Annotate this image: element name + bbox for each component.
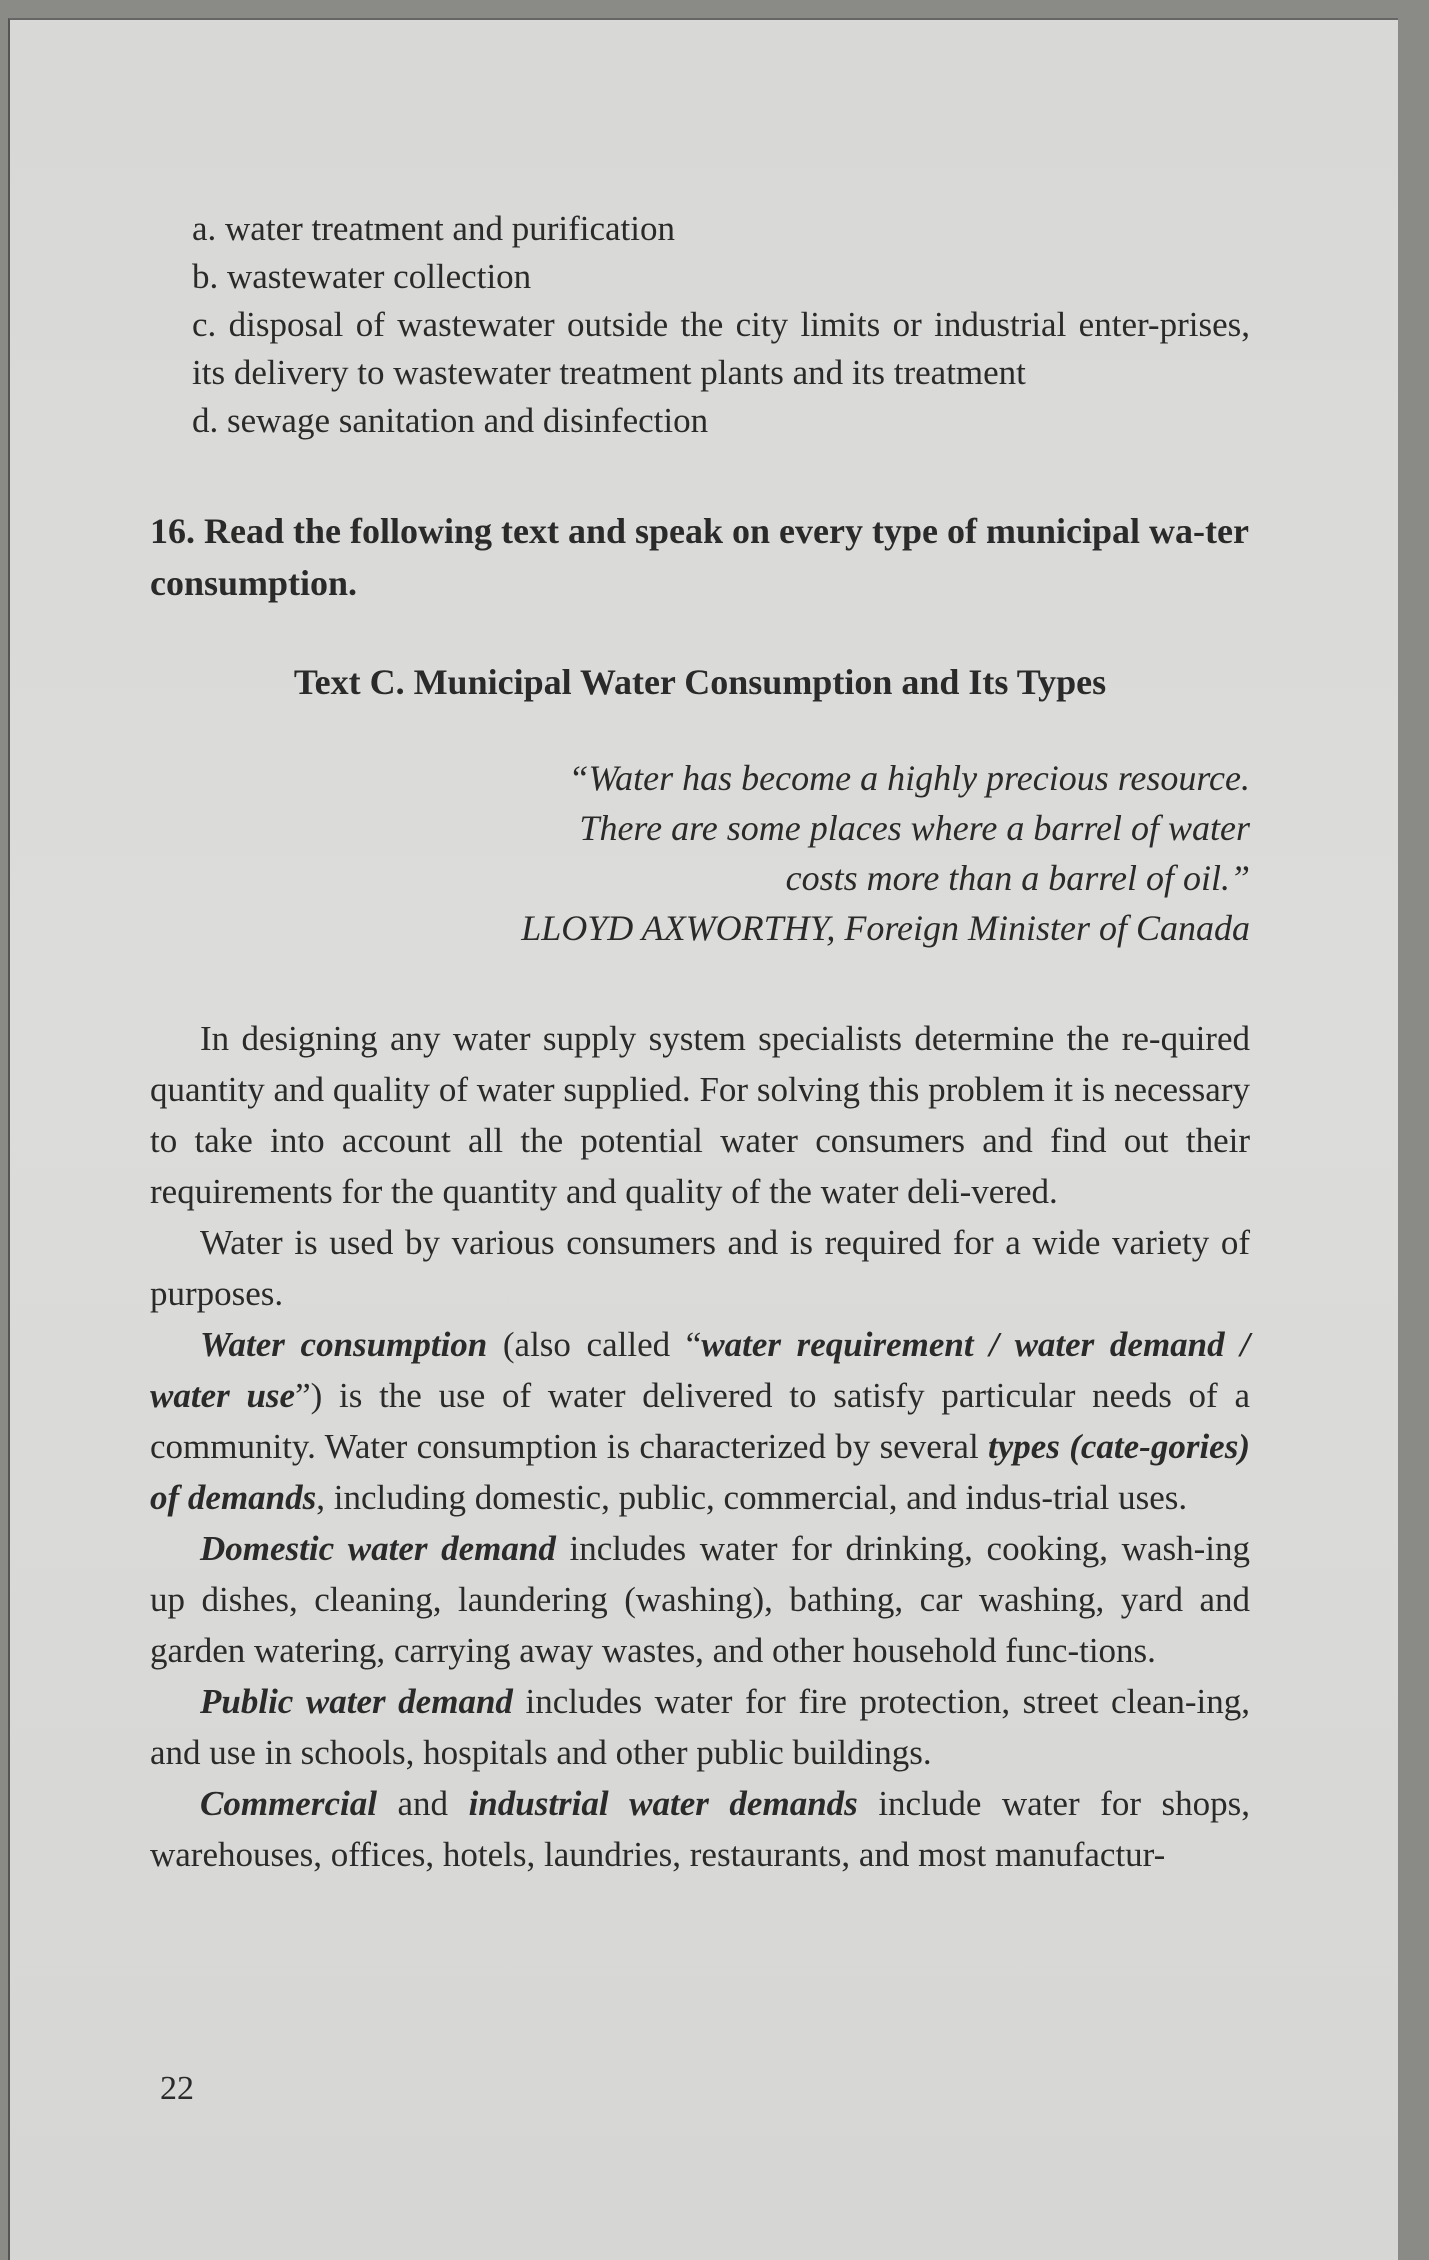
term: Commercial — [200, 1784, 377, 1823]
term: water requirement / water demand / water use — [150, 1325, 1250, 1415]
term: types (cate-gories) of demands — [150, 1427, 1250, 1517]
paragraph-text: includes water for fire protection, street clean-ing, and use in schools, hospitals and other public buildings. — [150, 1682, 1250, 1772]
list-item: c. disposal of wastewater outside the city limits or industrial enter-prises, its delivery to wastewater treatment plants and its treatment — [192, 305, 1250, 392]
epigraph-line: “Water has become a highly precious resource. — [568, 758, 1250, 798]
paragraph-text: , including domestic, public, commercial, and indus-trial uses. — [316, 1478, 1188, 1517]
term: Domestic water demand — [200, 1529, 556, 1568]
paragraph-text: (also called “ — [487, 1325, 702, 1364]
paragraph: In designing any water supply system specialists determine the re-quired quantity and quality of water supplied. For solving this problem it is necessary to take into account all the potential water consumers and find out their requirements for the quantity and quality of the water deli-vered. — [150, 1019, 1250, 1211]
paragraph-text: include water for shops, warehouses, offices, hotels, laundries, restaurants, and most manufactur- — [150, 1784, 1251, 1874]
paragraph — [150, 1676, 1250, 1778]
term: Water consumption — [200, 1325, 488, 1364]
paragraph — [150, 1523, 1250, 1676]
term: Public water demand — [200, 1682, 513, 1721]
body-text — [150, 1013, 1250, 1880]
paragraph-text: ”) is the use of water delivered to satisfy particular needs of a community. Water consumption is characterized by several — [150, 1376, 1250, 1466]
book-page — [8, 18, 1398, 2260]
task-heading: 16. Read the following text and speak on every type of municipal wa-ter consumption. — [150, 511, 1249, 603]
epigraph-line: costs more than a barrel of oil.” — [785, 858, 1250, 898]
page-number: 22 — [160, 2070, 194, 2107]
answer-options-list — [192, 205, 1250, 445]
page-content — [150, 205, 1250, 1880]
list-item: b. wastewater collection — [192, 257, 532, 296]
list-item: a. water treatment and purification — [192, 209, 675, 248]
paragraph: Water is used by various consumers and is required for a wide variety of purposes. — [150, 1223, 1250, 1313]
paragraph — [150, 1319, 1250, 1523]
epigraph — [150, 753, 1250, 953]
paragraph-text: includes water for drinking, cooking, wash-ing up dishes, cleaning, laundering (washing), bathing, car washing, yard and garden watering, carrying away wastes, and other household func-tions. — [150, 1529, 1250, 1670]
epigraph-author: LLOYD AXWORTHY, Foreign Minister of Canada — [521, 908, 1250, 948]
term: industrial water demands — [468, 1784, 858, 1823]
paragraph — [150, 1778, 1250, 1880]
text-title: Text C. Municipal Water Consumption and Its Types — [293, 662, 1107, 702]
list-item: d. sewage sanitation and disinfection — [192, 401, 709, 440]
epigraph-line: There are some places where a barrel of water — [579, 808, 1250, 848]
paragraph-text: and — [376, 1784, 469, 1823]
